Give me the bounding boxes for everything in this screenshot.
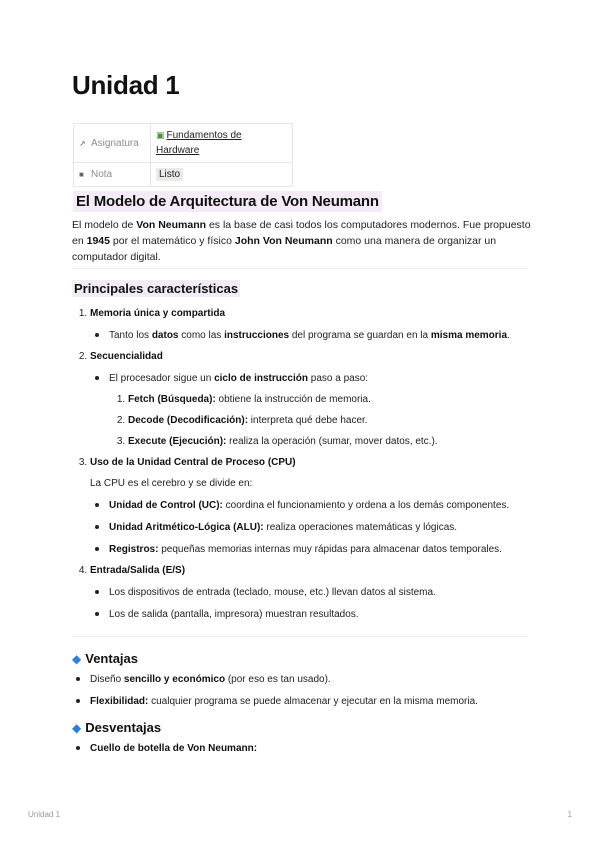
section-title: El Modelo de Arquitectura de Von Neumann — [73, 191, 382, 212]
disadvantages-list — [72, 734, 550, 756]
diamond-icon: ◆ — [72, 652, 82, 666]
feature-title: Memoria única y compartida — [90, 308, 226, 319]
features-title: Principales características — [74, 281, 239, 296]
course-link[interactable]: Fundamentos de Hardware — [156, 130, 242, 156]
features-list — [72, 300, 550, 622]
cycle-step: 2. Decode (Decodificación): interpreta qué debe hacer. — [128, 413, 550, 428]
diamond-icon: ◆ — [72, 721, 82, 735]
feature-bullet: • Los dispositivos de entrada (teclado, mouse, etc.) llevan datos al sistema. — [109, 584, 550, 600]
property-key: Asignatura — [91, 137, 139, 149]
intro-paragraph: El modelo de Von Neumann es la base de casi todos los computadores modernos. Fue propuesto en 1945 por el matemático y físico John Von Neumann como una manera de organizar un computador digital. — [72, 219, 531, 263]
feature-bullet: • Los de salida (pantalla, impresora) muestran resultados. — [109, 606, 550, 622]
feature-title: Entrada/Salida (E/S) — [90, 565, 186, 576]
page-title: Unidad 1 — [72, 70, 180, 100]
properties-table — [73, 123, 293, 187]
footer-title: Unidad 1 — [28, 810, 61, 819]
divider — [72, 268, 528, 269]
property-row-nota — [74, 163, 293, 187]
property-key-cell — [74, 124, 151, 163]
feature-bullet: • Unidad de Control (UC): coordina el funcionamiento y ordena a los demás componentes. — [109, 497, 550, 513]
feature-item — [90, 349, 550, 449]
property-row-asignatura — [74, 124, 293, 163]
advantages-list — [72, 665, 550, 709]
property-key-cell — [74, 163, 151, 187]
feature-bullet: • Registros: pequeñas memorias internas muy rápidas para almacenar datos temporales. — [109, 541, 550, 557]
disadvantage-item: • Cuello de botella de Von Neumann: — [90, 740, 550, 756]
feature-item — [90, 306, 550, 343]
status-tag[interactable]: Listo — [156, 168, 183, 181]
cycle-step: 3. Execute (Ejecución): realiza la operación (sumar, mover datos, etc.). — [128, 434, 550, 449]
chip-icon: ▣ — [156, 130, 165, 140]
property-value-cell — [151, 163, 293, 187]
advantage-item: • Diseño sencillo y económico (por eso es tan usado). — [90, 671, 550, 687]
disadvantages-title: ◆ Desventajas — [72, 720, 162, 735]
feature-bullet: • Unidad Aritmético-Lógica (ALU): realiza operaciones matemáticas y lógicas. — [109, 519, 550, 535]
instruction-cycle-list — [109, 392, 550, 449]
property-value-cell — [151, 124, 293, 163]
advantages-title: ◆ Ventajas — [72, 651, 138, 666]
feature-item — [90, 563, 550, 622]
divider — [72, 636, 528, 637]
feature-item — [90, 455, 550, 557]
cycle-step: 1. Fetch (Búsqueda): obtiene la instrucción de memoria. — [128, 392, 550, 407]
note-icon: ■ — [79, 170, 84, 179]
arrow-up-right-icon: ↗ — [79, 138, 86, 148]
feature-bullet: • Tanto los datos como las instrucciones del programa se guardan en la misma memoria. — [109, 327, 550, 343]
page-number: 1 — [567, 810, 572, 819]
advantage-item: • Flexibilidad: cualquier programa se puede almacenar y ejecutar en la misma memoria. — [90, 693, 550, 709]
feature-title: Uso de la Unidad Central de Proceso (CPU) — [90, 457, 296, 468]
feature-bullet: • El procesador sigue un ciclo de instrucción paso a paso: 1. Fetch (Búsqueda): obtiene la instrucción de memoria. 2. Decode (Decodificación): interpreta qué debe hacer. 3. Execute (Ejecución): realiza la operación (sumar, mover datos, etc.). — [109, 370, 550, 449]
feature-text: La CPU es el cerebro y se divide en: — [90, 478, 253, 489]
feature-title: Secuencialidad — [90, 351, 163, 362]
property-key: Nota — [91, 169, 113, 180]
